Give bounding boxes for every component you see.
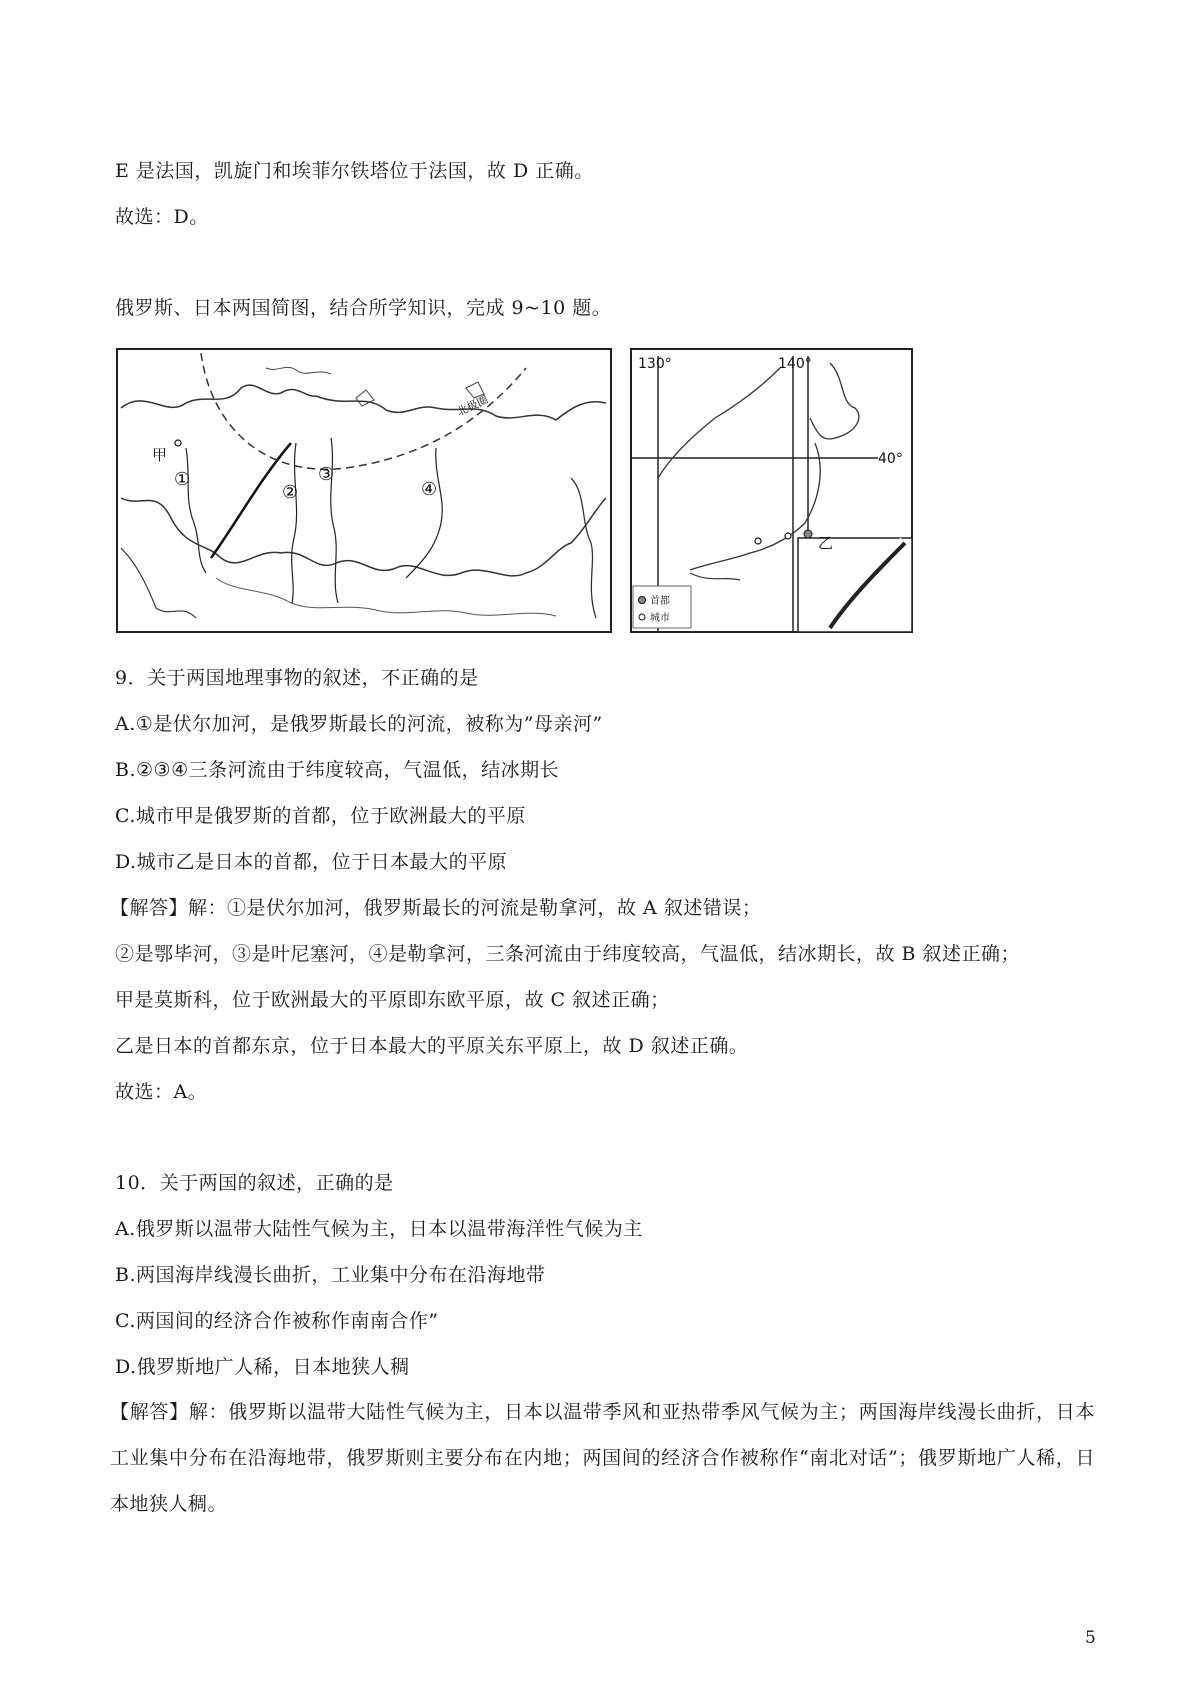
- q9-answer-line-2: ②是鄂毕河，③是叶尼塞河，④是勒拿河，三条河流由于纬度较高，气温低，结冰期长，故 B 叙述正确；: [115, 943, 1021, 965]
- q10-answer-text: 解：俄罗斯以温带大陆性气候为主，日本以温带季风和亚热带季风气候为主；两国海岸线漫长曲折，日本工业集中分布在沿海地带，俄罗斯则主要分布在内地；两国间的经济合作被称作“南北对话”；俄罗斯地广人稀，日本地狭人稠。: [110, 1401, 1095, 1515]
- q10-option-c: C.两国间的经济合作被称作南南合作”: [115, 1310, 439, 1332]
- q9-answer-line-3: 甲是莫斯科，位于欧洲最大的平原即东欧平原，故 C 叙述正确；: [115, 989, 670, 1011]
- q10-stem: 10．关于两国的叙述，正确的是: [115, 1172, 394, 1194]
- q9-option-d: D.城市乙是日本的首都，位于日本最大的平原: [115, 851, 508, 873]
- q9-answer-text-1: 解：①是伏尔加河，俄罗斯最长的河流是勒拿河，故 A 叙述错误；: [188, 897, 762, 919]
- q9-answer-line-1: [110, 895, 761, 921]
- q10-option-a: A.俄罗斯以温带大陆性气候为主，日本以温带海洋性气候为主: [115, 1218, 643, 1240]
- city-yi-label: 乙: [818, 534, 834, 552]
- q9-stem: 9．关于两国地理事物的叙述，不正确的是: [115, 667, 479, 689]
- arctic-circle-label: 北极圈: [454, 392, 491, 419]
- city-jia-label: 甲: [152, 446, 168, 464]
- prev-choice-line: 故选：D。: [115, 206, 209, 228]
- answer-tag: 【解答】: [110, 897, 189, 919]
- q9-answer-line-4: 乙是日本的首都东京，位于日本最大的平原关东平原上，故 D 叙述正确。: [115, 1035, 749, 1057]
- q9-choice: 故选：A。: [115, 1081, 208, 1103]
- river-marker-1: ①: [174, 469, 191, 490]
- q10-option-b: B.两国海岸线漫长曲折，工业集中分布在沿海地带: [115, 1264, 546, 1286]
- legend-capital: 首都: [650, 596, 670, 607]
- prev-answer-line: E 是法国，凯旋门和埃菲尔铁塔位于法国，故 D 正确。: [115, 160, 594, 182]
- question-intro: 俄罗斯、日本两国简图，结合所学知识，完成 9~10 题。: [115, 297, 612, 319]
- lon-140-label: 140°: [778, 356, 812, 372]
- q10-answer: [110, 1389, 1095, 1527]
- q9-option-c: C.城市甲是俄罗斯的首都，位于欧洲最大的平原: [115, 805, 526, 827]
- q9-option-a: A.①是伏尔加河，是俄罗斯最长的河流，被称为”母亲河”: [115, 713, 603, 735]
- q10-option-d: D.俄罗斯地广人稀，日本地狭人稠: [115, 1356, 410, 1378]
- russia-map: [116, 348, 612, 633]
- japan-map: [630, 348, 913, 633]
- lon-130-label: 130°: [638, 356, 672, 372]
- page-number: 5: [1085, 1628, 1096, 1648]
- legend-city: 城市: [650, 613, 670, 624]
- answer-tag: 【解答】: [110, 1401, 189, 1423]
- river-marker-4: ④: [421, 479, 438, 500]
- river-marker-3: ③: [318, 464, 335, 485]
- lat-40-label: 40°: [878, 451, 903, 467]
- q9-option-b: B.②③④三条河流由于纬度较高，气温低，结冰期长: [115, 759, 560, 781]
- river-marker-2: ②: [282, 482, 299, 503]
